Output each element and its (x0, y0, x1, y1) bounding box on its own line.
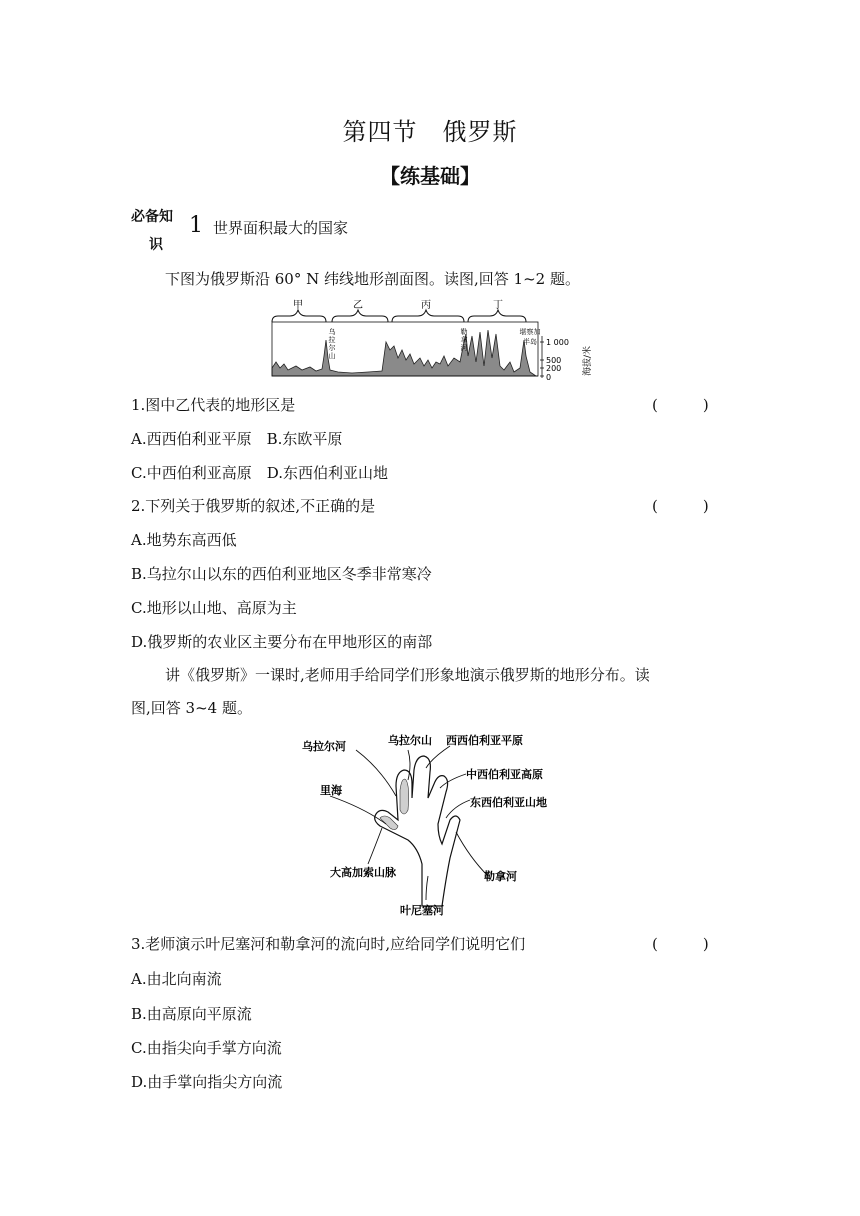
q1-options-2: C.中西伯利亚高原 D.东西伯利亚山地 (131, 464, 388, 482)
q3-stem: 3.老师演示叶尼塞河和勒拿河的流向时,应给同学们说明它们 (131, 935, 526, 953)
kamchatka-label-2: 半岛 (523, 338, 537, 346)
intro-1: 下图为俄罗斯沿 60° N 纬线地形剖面图。读图,回答 1~2 题。 (165, 270, 580, 288)
region-ding: 丁 (493, 300, 503, 311)
badge-line-1: 必备知 (131, 209, 173, 225)
label-caucasus: 大高加索山脉 (330, 866, 396, 879)
ural-char-1: 乌 (328, 328, 336, 336)
label-ural-mountains: 乌拉尔山 (388, 734, 432, 747)
q1-stem: 1.图中乙代表的地形区是 (131, 396, 296, 414)
q3-option-d: D.由手掌向指尖方向流 (131, 1073, 283, 1091)
label-west-siberian-plain: 西西伯利亚平原 (446, 734, 523, 747)
label-caspian-sea: 里海 (320, 784, 342, 797)
elevation-axis-label: 海拔/米 (583, 345, 593, 376)
region-bing: 丙 (421, 300, 431, 311)
label-yenisei-river: 叶尼塞河 (400, 904, 444, 917)
knowledge-badge (131, 203, 185, 259)
region-jia: 甲 (293, 300, 303, 311)
ural-char-4: 山 (328, 352, 336, 360)
q2-option-b: B.乌拉尔山以东的西伯利亚地区冬季非常寒冷 (131, 565, 432, 583)
q2-answer-paren: ( ) (652, 497, 709, 515)
q3-answer-paren: ( ) (652, 935, 709, 953)
q1-options-1: A.西西伯利亚平原 B.东欧平原 (131, 430, 343, 448)
tick-500: 500 (546, 356, 562, 365)
tick-0: 0 (546, 373, 552, 382)
lena-char-1: 勒 (460, 328, 468, 336)
terrain-profile (272, 330, 536, 376)
q2-option-c: C.地形以山地、高原为主 (131, 599, 297, 617)
section-subtitle: 【练基础】 (380, 164, 480, 188)
label-central-siberian-plateau: 中西伯利亚高原 (466, 768, 543, 781)
ural-char-3: 尔 (328, 344, 336, 352)
ural-finger-fill (400, 779, 409, 814)
terrain-profile-figure (268, 296, 598, 382)
kamchatka-label-1: 堪察加 (519, 328, 541, 336)
knowledge-number: 1 (189, 213, 203, 238)
page-title: 第四节 俄罗斯 (342, 118, 518, 146)
q2-stem: 2.下列关于俄罗斯的叙述,不正确的是 (131, 497, 376, 515)
q3-option-b: B.由高原向平原流 (131, 1005, 252, 1023)
knowledge-title: 世界面积最大的国家 (213, 219, 349, 237)
hand-terrain-figure (300, 728, 570, 918)
label-ural-river: 乌拉尔河 (302, 740, 346, 753)
tick-1000: 1 000 (546, 338, 569, 347)
hand-outline (375, 756, 460, 906)
region-braces (272, 310, 526, 322)
label-east-siberian-mountains: 东西伯利亚山地 (470, 796, 547, 809)
intro-2-line-2: 图,回答 3~4 题。 (131, 699, 252, 717)
lena-label (461, 327, 468, 352)
lena-char-3: 河 (460, 344, 468, 352)
intro-2-line-1: 讲《俄罗斯》一课时,老师用手给同学们形象地演示俄罗斯的地形分布。读 (165, 666, 650, 684)
q2-option-d: D.俄罗斯的农业区主要分布在甲地形区的南部 (131, 633, 433, 651)
q1-answer-paren: ( ) (652, 396, 709, 414)
badge-line-2: 识 (149, 237, 163, 253)
tick-200: 200 (546, 364, 562, 373)
lena-char-2: 拿 (460, 336, 468, 344)
ural-label (329, 327, 336, 360)
region-yi: 乙 (353, 300, 363, 311)
q3-option-c: C.由指尖向手掌方向流 (131, 1039, 282, 1057)
q3-option-a: A.由北向南流 (131, 970, 222, 988)
label-lena-river: 勒拿河 (484, 870, 517, 883)
q2-option-a: A.地势东高西低 (131, 531, 237, 549)
ural-char-2: 拉 (328, 336, 336, 344)
